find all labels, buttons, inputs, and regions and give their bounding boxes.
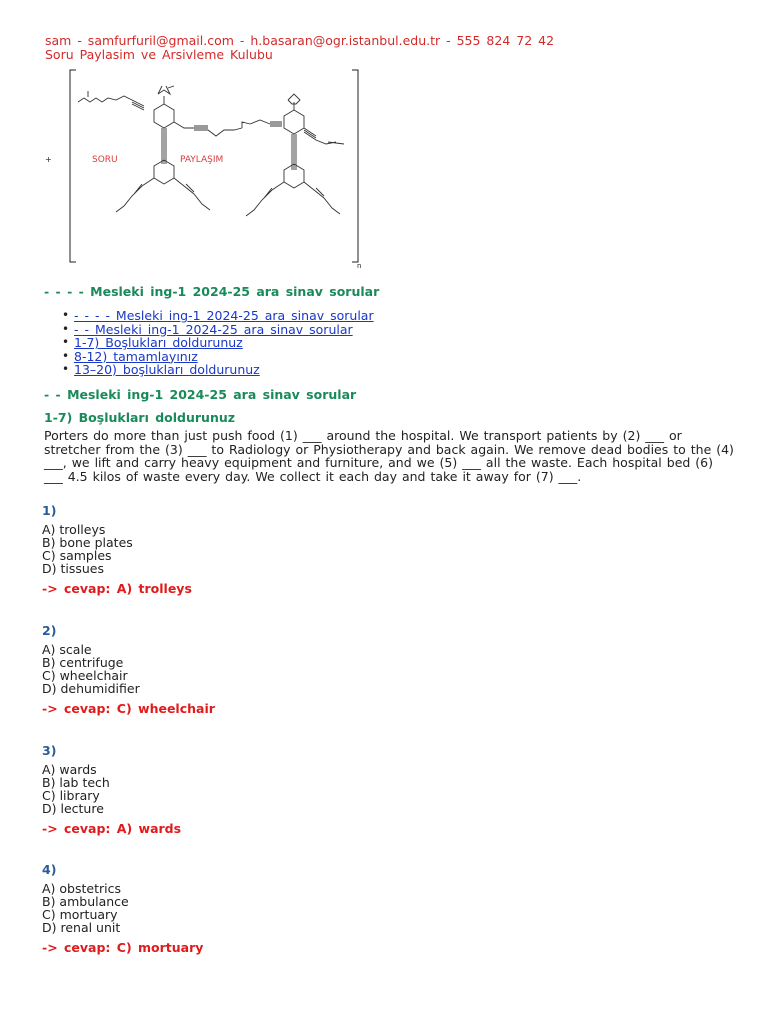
plus-sign: +: [45, 155, 52, 164]
option: D) renal unit: [42, 920, 121, 935]
subsection-heading: 1-7) Boşlukları doldurunuz: [44, 410, 236, 425]
option: C) samples: [42, 548, 112, 563]
option: C) mortuary: [42, 907, 118, 922]
toc-link[interactable]: - - - - Mesleki ing-1 2024-25 ara sinav sorular: [74, 308, 374, 323]
answer-text: -> cevap: C) mortuary: [42, 940, 204, 955]
option: A) wards: [42, 762, 97, 777]
table-of-contents: [44, 309, 374, 377]
club-line: Soru Paylasim ve Arsivleme Kulubu: [45, 47, 273, 62]
question-block: [42, 744, 342, 836]
option: A) scale: [42, 642, 92, 657]
question-block: [42, 504, 342, 596]
option: B) bone plates: [42, 535, 133, 550]
question-number: 1): [42, 503, 57, 518]
answer-text: -> cevap: A) wards: [42, 821, 182, 836]
option: B) ambulance: [42, 894, 129, 909]
question-number: 3): [42, 743, 57, 758]
options-list: [42, 523, 342, 575]
toc-link[interactable]: 8-12) tamamlayınız: [74, 348, 198, 364]
option: B) centrifuge: [42, 655, 124, 670]
watermark-right-label: PAYLAŞIM: [180, 155, 224, 165]
options-list: [42, 763, 342, 815]
question-number: 4): [42, 862, 57, 877]
toc-link[interactable]: - - Mesleki ing-1 2024-25 ara sinav sorular: [74, 321, 353, 337]
options-list: [42, 882, 342, 934]
polymer-structure-image: [44, 66, 364, 272]
option: A) obstetrics: [42, 881, 121, 896]
answer-text: -> cevap: A) trolleys: [42, 581, 192, 596]
toc-item[interactable]: [74, 336, 374, 350]
option: A) trolleys: [42, 522, 106, 537]
option: D) dehumidifier: [42, 681, 140, 696]
option: C) wheelchair: [42, 668, 128, 683]
toc-item[interactable]: [74, 363, 374, 377]
question-block: [42, 624, 342, 716]
molecule-bonds-icon: [78, 86, 344, 216]
toc-link[interactable]: 13–20) boşlukları doldurunuz: [74, 362, 260, 377]
option: D) lecture: [42, 801, 104, 816]
section-heading: - - Mesleki ing-1 2024-25 ara sinav sorular: [44, 387, 357, 402]
options-list: [42, 643, 342, 695]
page-title: - - - - Mesleki ing-1 2024-25 ara sinav sorular: [44, 284, 380, 299]
polymer-bracket-icon: [70, 70, 358, 262]
question-block: [42, 863, 342, 955]
watermark-left-label: SORU: [92, 155, 118, 165]
option: D) tissues: [42, 561, 104, 576]
header-contact: [45, 34, 554, 62]
toc-item[interactable]: [74, 350, 374, 364]
toc-item[interactable]: [74, 309, 374, 323]
toc-link[interactable]: 1-7) Boşlukları doldurunuz: [74, 335, 243, 350]
option: C) library: [42, 788, 100, 803]
answer-text: -> cevap: C) wheelchair: [42, 701, 215, 716]
question-number: 2): [42, 623, 57, 638]
repeat-subscript: n: [357, 262, 362, 270]
option: B) lab tech: [42, 775, 110, 790]
toc-item[interactable]: [74, 323, 374, 337]
contact-line: sam - samfurfuril@gmail.com - h.basaran@ogr.istanbul.edu.tr - 555 824 72 42: [45, 33, 555, 48]
passage-text: Porters do more than just push food (1) ___ around the hospital. We transport patients by (2) ___ or stretcher from the (3) ___ to Radiology or Physiotherapy and back again. We remove dead bodies to the (4) ___, we lift and carry heavy equipment and furniture, and we (5) ___ all the waste. Each hospital bed (6) ___ 4.5 kilos of waste every day. We collect it each day and take it away for (7) ___.: [44, 428, 734, 484]
